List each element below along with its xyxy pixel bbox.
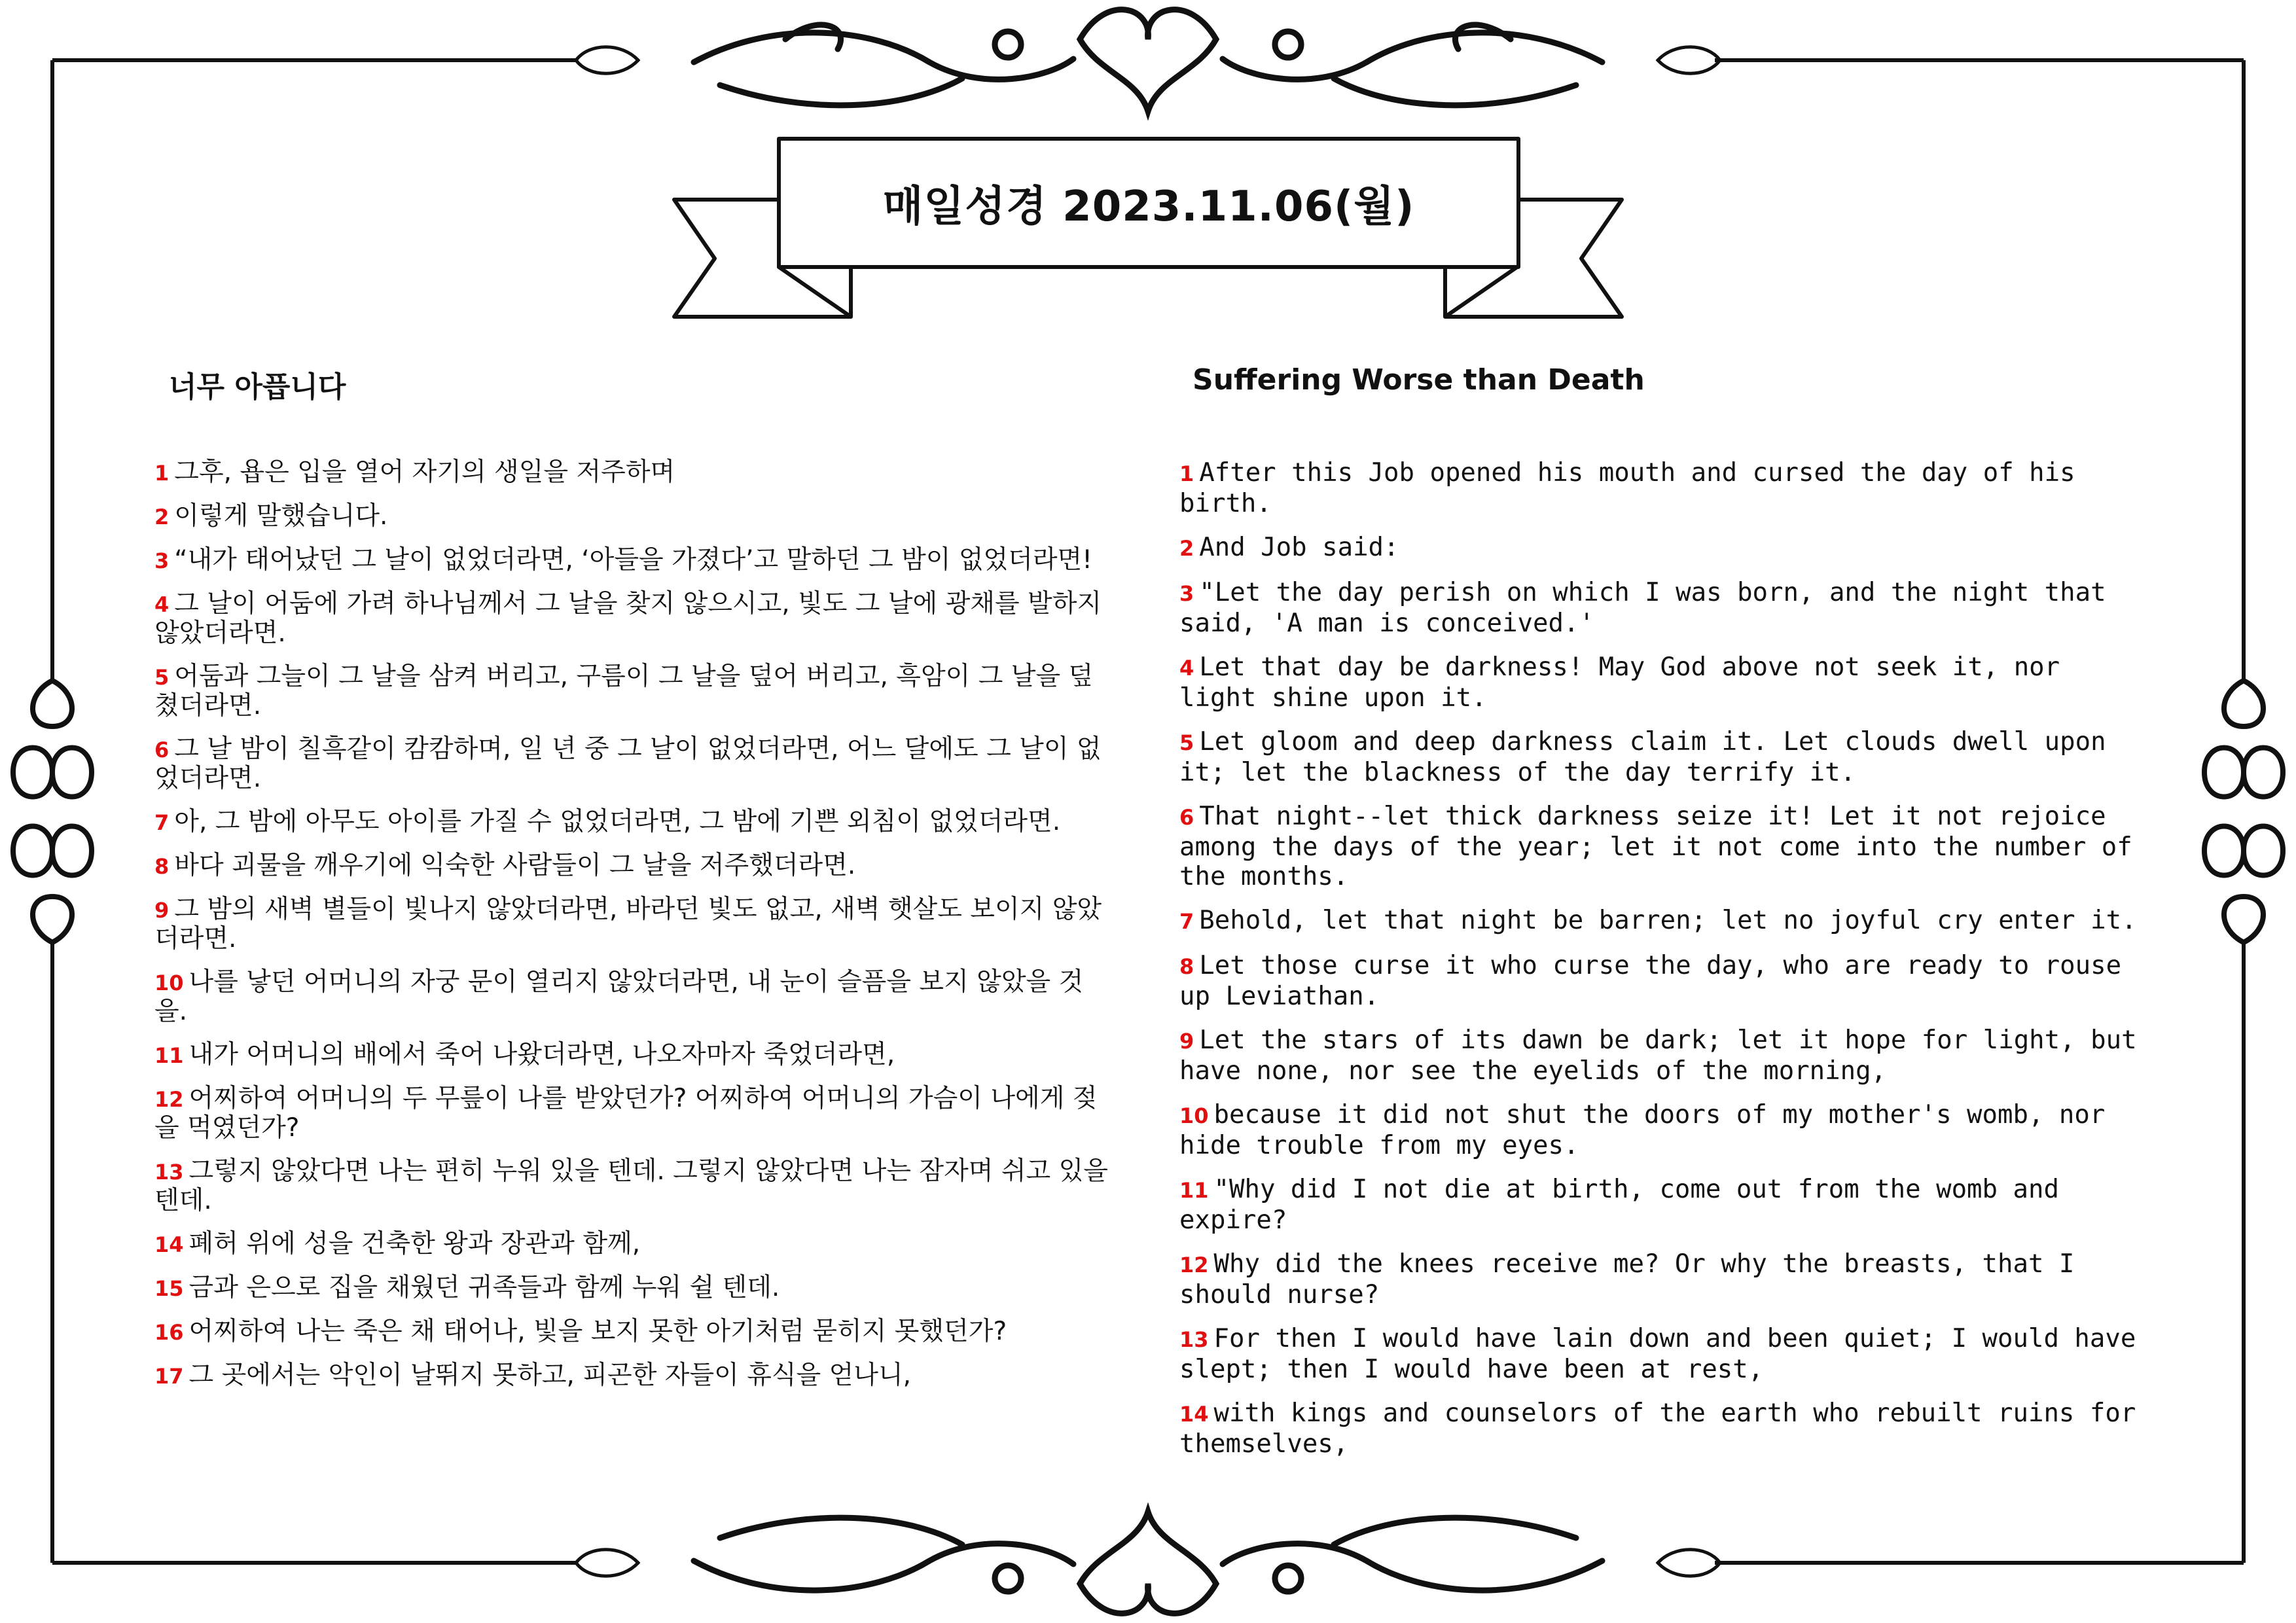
english-verses-column <box>1179 458 2142 1473</box>
verse-item <box>154 808 1110 837</box>
verse-item <box>154 1041 1110 1070</box>
verse-item <box>1179 1399 2142 1459</box>
verse-text: After this Job opened his mouth and cursed the day of his birth. <box>1179 458 2075 518</box>
verse-text: 내가 어머니의 배에서 죽어 나왔더라면, 나오자마자 죽었더라면, <box>188 1040 895 1069</box>
verse-number: 5 <box>1179 730 1194 755</box>
verse-item <box>1179 951 2142 1011</box>
verse-number: 7 <box>154 810 170 835</box>
verse-text: 어둠과 그늘이 그 날을 삼켜 버리고, 구름이 그 날을 덮어 버리고, 흑암이 그 날을 덮쳤더라면. <box>154 662 1094 721</box>
verse-text: Let those curse it who curse the day, who are ready to rouse up Leviathan. <box>1179 951 2122 1011</box>
verse-number: 3 <box>1179 581 1194 606</box>
verse-number: 15 <box>154 1276 184 1301</box>
verse-number: 14 <box>1179 1402 1209 1427</box>
verse-number: 17 <box>154 1364 184 1389</box>
verse-number: 8 <box>154 854 170 879</box>
verse-item <box>154 968 1110 1026</box>
verse-item <box>1179 906 2142 936</box>
verse-item <box>154 1274 1110 1303</box>
verse-number: 7 <box>1179 909 1194 934</box>
verse-number: 10 <box>1179 1103 1209 1128</box>
verse-text: For then I would have lain down and been quiet; I would have slept; then I would have been at rest, <box>1179 1324 2136 1384</box>
verse-item <box>1179 1324 2142 1384</box>
verse-number: 13 <box>1179 1327 1209 1352</box>
verse-text: 어찌하여 나는 죽은 채 태어나, 빛을 보지 못한 아기처럼 묻히지 못했던가? <box>188 1317 1007 1346</box>
verse-number: 4 <box>154 592 170 617</box>
right-side-ornament <box>2204 681 2283 942</box>
verse-number: 4 <box>1179 656 1194 681</box>
verse-number: 9 <box>1179 1029 1194 1054</box>
verse-text: 나를 낳던 어머니의 자궁 문이 열리지 않았더라면, 내 눈이 슬픔을 보지 않았을 것을. <box>154 967 1084 1026</box>
verse-text: 바다 괴물을 깨우기에 익숙한 사람들이 그 날을 저주했더라면. <box>174 851 856 880</box>
verse-item <box>154 662 1110 721</box>
verse-number: 14 <box>154 1232 184 1257</box>
korean-heading: 너무 아픕니다 <box>169 370 346 404</box>
verse-text: 그후, 욥은 입을 열어 자기의 생일을 저주하며 <box>174 457 675 487</box>
verse-item <box>154 851 1110 881</box>
verse-number: 10 <box>154 971 184 995</box>
verse-number: 9 <box>154 898 170 923</box>
verse-text: Let that day be darkness! May God above not seek it, nor light shine upon it. <box>1179 652 2060 713</box>
verse-item <box>154 502 1110 531</box>
verse-text: Why did the knees receive me? Or why the breasts, that I should nurse? <box>1179 1249 2075 1310</box>
verse-item <box>1179 458 2142 518</box>
korean-verses-column <box>154 458 1110 1405</box>
verse-item <box>154 1317 1110 1347</box>
english-heading: Suffering Worse than Death <box>1193 363 1645 397</box>
verse-item <box>1179 1175 2142 1235</box>
verse-text: 그 날 밤이 칠흑같이 캄캄하며, 일 년 중 그 날이 없었더라면, 어느 달에도 그 날이 없었더라면. <box>154 734 1102 793</box>
verse-item <box>1179 578 2142 638</box>
verse-item <box>1179 1026 2142 1086</box>
verse-number: 12 <box>1179 1253 1209 1277</box>
left-side-ornament <box>13 681 92 942</box>
verse-number: 2 <box>154 505 170 529</box>
page-title: 매일성경 2023.11.06(월) <box>882 183 1415 231</box>
verse-item <box>154 546 1110 575</box>
verse-number: 5 <box>154 665 170 690</box>
verse-number: 12 <box>154 1087 184 1112</box>
verse-number: 2 <box>1179 536 1194 561</box>
verse-text: Let the stars of its dawn be dark; let it hope for light, but have none, nor see the eyelids of the morning, <box>1179 1026 2137 1086</box>
verse-text: “내가 태어났던 그 날이 없었더라면, ‘아들을 가졌다’고 말하던 그 밤이 없었더라면! <box>174 545 1092 575</box>
verse-text: 그 곳에서는 악인이 날뛰지 못하고, 피곤한 자들이 휴식을 얻나니, <box>188 1361 912 1390</box>
verse-number: 1 <box>1179 461 1194 486</box>
verse-number: 11 <box>154 1043 184 1068</box>
top-flourish-ornament <box>694 10 1602 111</box>
verse-item <box>1179 1100 2142 1160</box>
verse-text: Let gloom and deep darkness claim it. Let clouds dwell upon it; let the blackness of the day terrify it. <box>1179 727 2106 787</box>
verse-item <box>154 1157 1110 1215</box>
verse-text: with kings and counselors of the earth who rebuilt ruins for themselves, <box>1179 1399 2136 1459</box>
verse-text: Behold, let that night be barren; let no joyful cry enter it. <box>1199 906 2137 935</box>
verse-text: 그 날이 어둠에 가려 하나님께서 그 날을 찾지 않으시고, 빛도 그 날에 광채를 발하지 않았더라면. <box>154 589 1102 648</box>
verse-number: 6 <box>1179 805 1194 830</box>
verse-text: And Job said: <box>1199 533 1399 562</box>
bottom-flourish-ornament <box>694 1512 1602 1613</box>
verse-text: 그 밤의 새벽 별들이 빛나지 않았더라면, 바라던 빛도 없고, 새벽 햇살도 보이지 않았더라면. <box>154 895 1102 954</box>
verse-item <box>154 1084 1110 1143</box>
verse-item <box>154 458 1110 488</box>
verse-text: 폐허 위에 성을 건축한 왕과 장관과 함께, <box>188 1229 641 1258</box>
verse-text: 어찌하여 어머니의 두 무릎이 나를 받았던가? 어찌하여 어머니의 가슴이 나에게 젖을 먹였던가? <box>154 1084 1098 1143</box>
verse-item <box>1179 652 2142 713</box>
verse-item <box>154 1230 1110 1259</box>
verse-item <box>1179 727 2142 787</box>
verse-item <box>1179 1249 2142 1310</box>
verse-number: 13 <box>154 1160 184 1185</box>
verse-number: 8 <box>1179 954 1194 979</box>
verse-number: 11 <box>1179 1178 1209 1203</box>
verse-text: "Why did I not die at birth, come out from the womb and expire? <box>1179 1175 2059 1235</box>
verse-text: "Let the day perish on which I was born, and the night that said, 'A man is conceived.' <box>1179 578 2106 638</box>
verse-number: 6 <box>154 738 170 762</box>
verse-item <box>1179 802 2142 891</box>
verse-item <box>154 895 1110 954</box>
verse-item <box>154 1361 1110 1391</box>
verse-number: 16 <box>154 1320 184 1345</box>
verse-item <box>1179 533 2142 563</box>
verse-text: 그렇지 않았다면 나는 편히 누워 있을 텐데. 그렇지 않았다면 나는 잠자며 쉬고 있을 텐데. <box>154 1156 1108 1215</box>
verse-text: 금과 은으로 집을 채웠던 귀족들과 함께 누워 쉴 텐데. <box>188 1273 780 1302</box>
verse-text: because it did not shut the doors of my mother's womb, nor hide trouble from my eyes. <box>1179 1100 2106 1160</box>
verse-item <box>154 590 1110 648</box>
verse-text: That night--let thick darkness seize it! Let it not rejoice among the days of the year; let it not come into the number of the months. <box>1179 802 2132 891</box>
verse-number: 1 <box>154 461 170 486</box>
verse-text: 이렇게 말했습니다. <box>174 501 388 531</box>
verse-number: 3 <box>154 548 170 573</box>
verse-text: 아, 그 밤에 아무도 아이를 가질 수 없었더라면, 그 밤에 기쁜 외침이 없었더라면. <box>174 807 1061 836</box>
verse-item <box>154 735 1110 793</box>
